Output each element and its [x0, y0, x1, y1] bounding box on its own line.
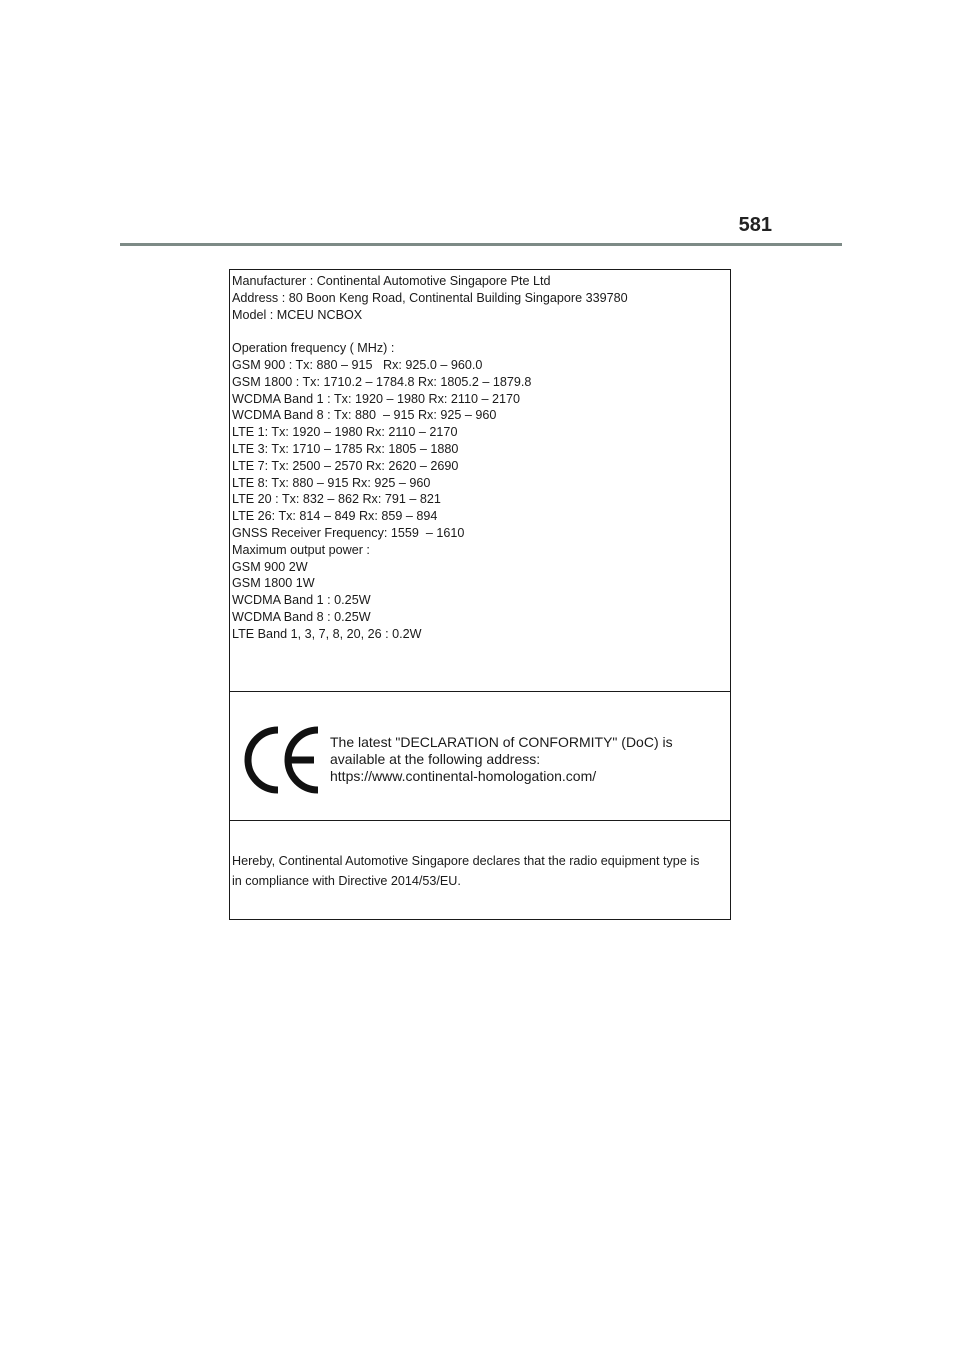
- spec-spacer: [232, 323, 730, 340]
- spec-line-wcdma-band1-power: WCDMA Band 1 : 0.25W: [232, 593, 371, 608]
- ce-section: [230, 692, 730, 821]
- spec-line-lte8: LTE 8: Tx: 880 – 915 Rx: 925 – 960: [232, 475, 431, 490]
- spec-line-gsm900-power: GSM 900 2W: [232, 559, 308, 574]
- compliance-table: [229, 269, 731, 920]
- spec-line-lte20: LTE 20 : Tx: 832 – 862 Rx: 791 – 821: [232, 492, 441, 507]
- spec-line-lte1: LTE 1: Tx: 1920 – 1980 Rx: 2110 – 2170: [232, 425, 458, 440]
- spec-line-wcdma-band8: WCDMA Band 8 : Tx: 880 – 915 Rx: 925 – 960: [232, 408, 497, 423]
- doc-notice-line-1: The latest "DECLARATION of CONFORMITY" (DoC) is: [330, 734, 673, 750]
- declaration-section: [230, 821, 730, 919]
- declaration-text: [232, 851, 732, 891]
- declaration-line-1: Hereby, Continental Automotive Singapore declares that the radio equipment type is: [232, 854, 700, 868]
- ce-mark-icon: [242, 724, 322, 796]
- page-number: 581: [738, 214, 772, 236]
- spec-line-operation-frequency: Operation frequency ( MHz) :: [232, 341, 395, 356]
- declaration-line-2: in compliance with Directive 2014/53/EU.: [232, 874, 461, 888]
- doc-notice: [330, 734, 720, 785]
- specs-section: [230, 270, 730, 692]
- header-rule: [120, 243, 842, 246]
- spec-line-gsm900: GSM 900 : Tx: 880 – 915 Rx: 925.0 – 960.0: [232, 357, 483, 372]
- doc-notice-line-2: available at the following address:: [330, 751, 541, 767]
- spec-line-gsm1800-power: GSM 1800 1W: [232, 576, 315, 591]
- spec-line-wcdma-band8-power: WCDMA Band 8 : 0.25W: [232, 609, 371, 624]
- spec-line-max-output: Maximum output power :: [232, 542, 370, 557]
- spec-line-lte7: LTE 7: Tx: 2500 – 2570 Rx: 2620 – 2690: [232, 458, 459, 473]
- spec-line-lte3: LTE 3: Tx: 1710 – 1785 Rx: 1805 – 1880: [232, 441, 459, 456]
- spec-line-model: Model : MCEU NCBOX: [232, 307, 363, 322]
- doc-notice-url: https://www.continental-homologation.com/: [330, 768, 597, 784]
- spec-line-lte-power: LTE Band 1, 3, 7, 8, 20, 26 : 0.2W: [232, 626, 422, 641]
- spec-line-gsm1800: GSM 1800 : Tx: 1710.2 – 1784.8 Rx: 1805.2 – 1879.8: [232, 374, 532, 389]
- spec-line-wcdma-band1: WCDMA Band 1 : Tx: 1920 – 1980 Rx: 2110 – 2170: [232, 391, 520, 406]
- spec-line-gnss: GNSS Receiver Frequency: 1559 – 1610: [232, 525, 465, 540]
- spec-line-address: Address : 80 Boon Keng Road, Continental Building Singapore 339780: [232, 290, 628, 305]
- spec-line-lte26: LTE 26: Tx: 814 – 849 Rx: 859 – 894: [232, 509, 438, 524]
- spec-line-manufacturer: Manufacturer : Continental Automotive Singapore Pte Ltd: [232, 274, 551, 288]
